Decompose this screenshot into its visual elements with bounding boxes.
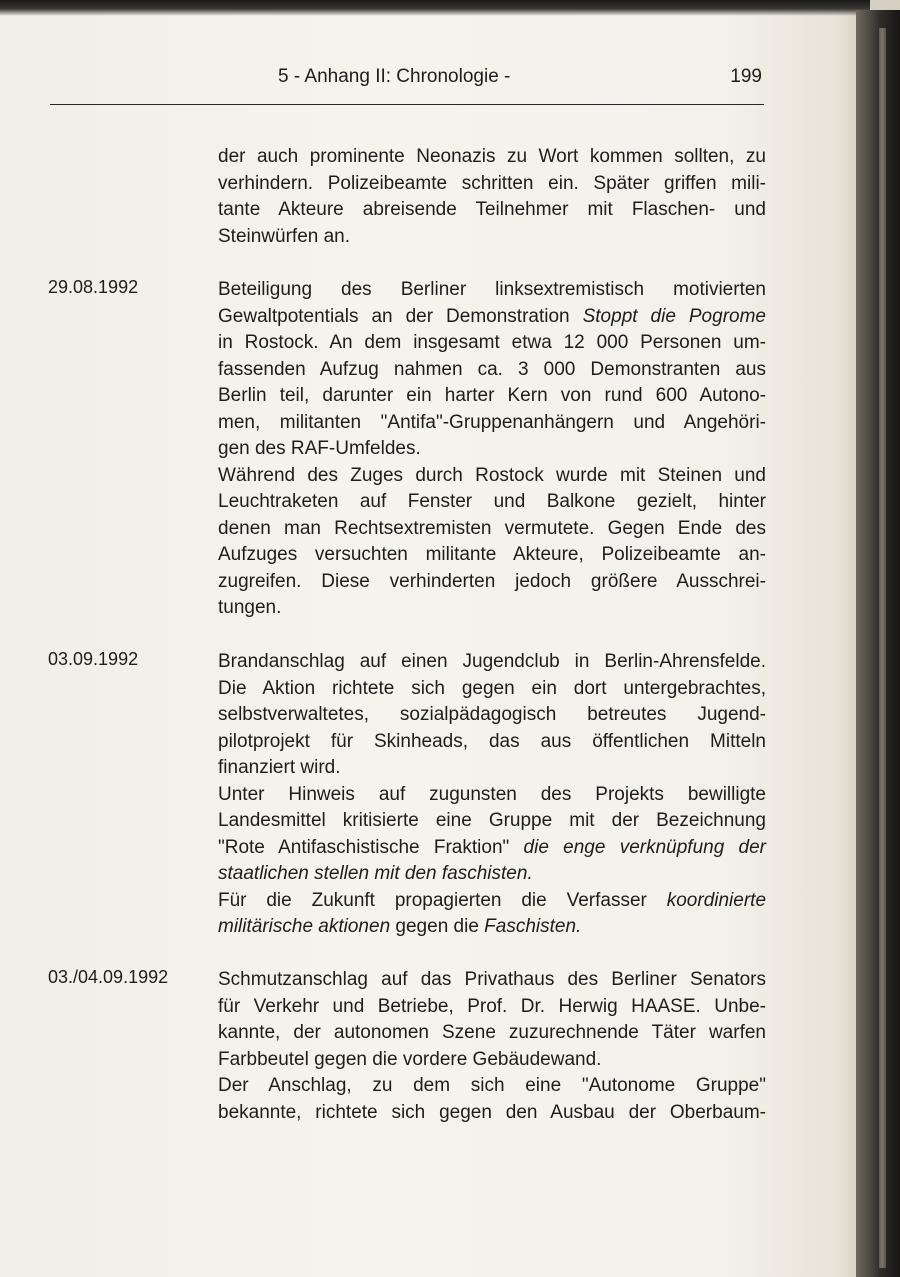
entry-body [218, 277, 766, 622]
text-run: Gewaltpotentials an der Demonstration [218, 305, 570, 327]
text-line: zugreifen. Diese verhinderten jedoch größere Ausschrei- [218, 570, 766, 592]
page-top-edge [0, 0, 870, 16]
text-line: kannte, der autonomen Szene zuzurechnende Täter warfen [218, 1022, 766, 1043]
entry-body [218, 144, 766, 250]
text-line: gen des RAF-Umfeldes. [218, 438, 421, 459]
entry-date: 03.09.1992 [48, 649, 139, 669]
text-line [218, 888, 766, 915]
italic-title: Stoppt die Pogrome [582, 305, 766, 327]
italic-quote: staatlichen stellen mit den faschisten. [218, 863, 533, 884]
book-spine [856, 10, 900, 1277]
text-line [218, 835, 766, 862]
text-line: Der Anschlag, zu dem sich eine "Autonome Gruppe" [218, 1075, 766, 1096]
italic-quote: die enge verknüpfung der [523, 836, 767, 858]
entry-body [218, 967, 766, 1126]
text-line: Aufzuges versuchten militante Akteure, Polizeibeamte an- [218, 544, 766, 565]
text-line: Während des Zuges durch Rostock wurde mit Steinen und [218, 464, 766, 486]
text-line: der auch prominente Neonazis zu Wort kommen sollten, zu [218, 146, 766, 167]
entry-date: 29.08.1992 [48, 277, 139, 297]
text-line: Brandanschlag auf einen Jugendclub in Berlin-Ahrensfelde. [218, 651, 766, 672]
text-run: "Rote Antifaschistische Fraktion" [218, 836, 510, 858]
chapter-title: 5 - Anhang II: Chronologie - [278, 66, 511, 87]
entry-date: 03./04.09.1992 [48, 967, 169, 987]
text-line: pilotprojekt für Skinheads, das aus öffentlichen Mitteln [218, 730, 766, 752]
text-line: tante Akteure abreisende Teilnehmer mit Flaschen- und [218, 199, 766, 220]
text-line: Steinwürfen an. [218, 225, 351, 247]
text-line: Farbbeutel gegen die vordere Gebäudewand. [218, 1048, 602, 1070]
italic-quote: Faschisten. [484, 916, 582, 937]
text-line: in Rostock. An dem insgesamt etwa 12 000 Personen um- [218, 332, 766, 353]
text-line: Berlin teil, darunter ein harter Kern von rund 600 Autono- [218, 385, 766, 406]
text-line [218, 914, 766, 941]
text-line: bekannte, richtete sich gegen den Ausbau der Oberbaum- [218, 1101, 766, 1123]
text-line: selbstverwaltetes, sozialpädagogisch betreutes Jugend- [218, 704, 766, 725]
text-line: Schmutzanschlag auf das Privathaus des Berliner Senators [218, 969, 766, 990]
text-line: Die Aktion richtete sich gegen ein dort untergebrachtes, [218, 677, 766, 699]
text-line [218, 304, 766, 331]
text-line: für Verkehr und Betriebe, Prof. Dr. Herwig HAASE. Unbe- [218, 995, 766, 1017]
text-line: finanziert wird. [218, 757, 341, 778]
text-line: tungen. [218, 597, 282, 618]
text-line [218, 861, 766, 888]
italic-quote: koordinierte [666, 889, 767, 911]
text-line: Leuchtraketen auf Fenster und Balkone gezielt, hinter [218, 491, 766, 512]
text-run: Für die Zukunft propagierten die Verfasser [218, 889, 647, 911]
text-line: Unter Hinweis auf zugunsten des Projekts bewilligte [218, 783, 766, 805]
page-number: 199 [730, 66, 762, 87]
text-line: denen man Rechtsextremisten vermutete. Gegen Ende des [218, 517, 766, 539]
text-line: Beteiligung des Berliner linksextremistisch motivierten [218, 279, 766, 300]
entry-body [218, 649, 766, 941]
running-header [218, 62, 766, 96]
italic-quote: militärische aktionen [218, 916, 391, 937]
header-rule [50, 104, 764, 105]
text-run: gegen die [395, 916, 479, 937]
spine-stripe [879, 28, 886, 1268]
text-line: verhindern. Polizeibeamte schritten ein. Später griffen mili- [218, 172, 766, 194]
text-line: fassenden Aufzug nahmen ca. 3 000 Demonstranten aus [218, 358, 766, 380]
text-line: men, militanten "Antifa"-Gruppenanhängern und Angehöri- [218, 411, 766, 433]
text-line: Landesmittel kritisierte eine Gruppe mit der Bezeichnung [218, 810, 766, 831]
